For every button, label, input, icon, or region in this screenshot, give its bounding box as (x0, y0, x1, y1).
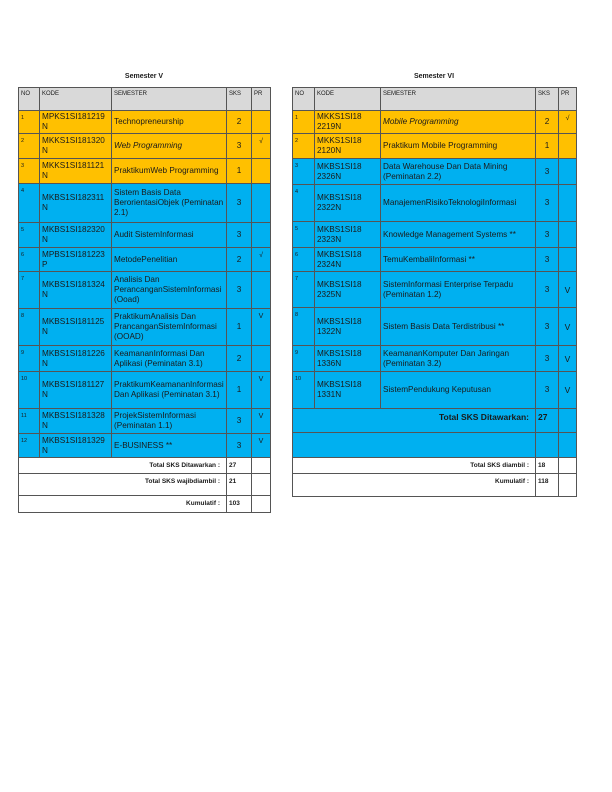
course-pr: V (559, 346, 577, 372)
total-label: Kumulatif : (293, 474, 536, 497)
course-code: MKBS1SI181329N (40, 434, 112, 458)
course-pr: V (252, 372, 271, 409)
row-number: 1 (293, 111, 315, 134)
course-name: KeamananKomputer Dan Jaringan (Peminatan 3.2) (381, 346, 536, 372)
course-pr: √ (559, 111, 577, 134)
total-offered-row (293, 409, 577, 433)
course-row (19, 223, 271, 248)
total-value: 27 (227, 458, 252, 474)
semester-vi-table (292, 87, 577, 497)
header-kode: KODE (40, 88, 112, 111)
course-pr (559, 185, 577, 222)
course-pr: V (559, 308, 577, 346)
header-kode: KODE (315, 88, 381, 111)
course-code: MKKS1SI181320N (40, 134, 112, 159)
course-name: Analisis Dan PerancanganSistemInformasi (Ooad) (112, 272, 227, 309)
course-row (19, 159, 271, 184)
course-name: TemuKembaliInformasi ** (381, 248, 536, 272)
course-code: MKBS1SI182325N (315, 272, 381, 308)
course-row (293, 185, 577, 222)
course-code: MPKS1SI181219N (40, 111, 112, 134)
course-sks: 3 (227, 434, 252, 458)
row-number: 2 (19, 134, 40, 159)
course-sks: 3 (536, 346, 559, 372)
course-pr (559, 159, 577, 185)
header-sks: SKS (536, 88, 559, 111)
course-pr (559, 134, 577, 159)
total-row (19, 474, 271, 496)
course-row (293, 134, 577, 159)
total-label: Total SKS diambil : (293, 458, 536, 474)
course-row (293, 222, 577, 248)
course-name: MetodePenelitian (112, 248, 227, 272)
course-name: PraktikumAnalisis Dan PrancanganSistemInformasi (OOAD) (112, 309, 227, 346)
empty-cell (559, 433, 577, 458)
course-code: MPBS1SI181223P (40, 248, 112, 272)
course-code: MKBS1SI181336N (315, 346, 381, 372)
row-number: 3 (293, 159, 315, 185)
course-name: ManajemenRisikoTeknologiInformasi (381, 185, 536, 222)
course-sks: 3 (536, 308, 559, 346)
row-number: 9 (19, 346, 40, 372)
course-sks: 1 (536, 134, 559, 159)
course-code: MKBS1SI181328N (40, 409, 112, 434)
course-pr (252, 223, 271, 248)
header-row (293, 88, 577, 111)
header-pr: PR (252, 88, 271, 111)
course-name: ProjekSistemInformasi (Peminatan 1.1) (112, 409, 227, 434)
total-label: Total SKS wajibdiambil : (19, 474, 227, 496)
course-code: MKBS1SI182320N (40, 223, 112, 248)
row-number: 10 (19, 372, 40, 409)
course-code: MKKS1SI182120N (315, 134, 381, 159)
empty-cell (252, 458, 271, 474)
course-row (19, 184, 271, 223)
course-row (19, 409, 271, 434)
row-number: 1 (19, 111, 40, 134)
course-sks: 3 (227, 272, 252, 309)
course-sks: 3 (536, 159, 559, 185)
total-value: 18 (536, 458, 559, 474)
course-row (293, 308, 577, 346)
row-number: 11 (19, 409, 40, 434)
row-number: 7 (293, 272, 315, 308)
course-code: MKBS1SI182326N (315, 159, 381, 185)
course-code: MKKS1SI181121N (40, 159, 112, 184)
empty-cell (559, 474, 577, 497)
course-pr: √ (252, 248, 271, 272)
course-code: MKBS1SI181322N (315, 308, 381, 346)
course-sks: 3 (227, 184, 252, 223)
course-row (293, 248, 577, 272)
row-number: 6 (19, 248, 40, 272)
header-semester: SEMESTER (112, 88, 227, 111)
course-pr: V (559, 372, 577, 409)
course-pr: V (252, 409, 271, 434)
empty-cell (536, 433, 559, 458)
course-name: Technopreneurship (112, 111, 227, 134)
course-sks: 2 (227, 248, 252, 272)
course-sks: 3 (536, 185, 559, 222)
row-number: 4 (19, 184, 40, 223)
course-row (293, 111, 577, 134)
total-row (19, 458, 271, 474)
course-name: E-BUSINESS ** (112, 434, 227, 458)
course-sks: 1 (227, 372, 252, 409)
course-sks: 3 (227, 223, 252, 248)
course-pr: √ (252, 134, 271, 159)
course-pr (252, 272, 271, 309)
row-number: 3 (19, 159, 40, 184)
course-sks: 1 (227, 159, 252, 184)
row-number: 2 (293, 134, 315, 159)
course-sks: 3 (536, 248, 559, 272)
course-pr: V (559, 272, 577, 308)
course-name: SistemPendukung Keputusan (381, 372, 536, 409)
course-row (19, 248, 271, 272)
course-code: MKKS1SI182219N (315, 111, 381, 134)
header-row (19, 88, 271, 111)
course-code: MKBS1SI182311N (40, 184, 112, 223)
course-row (293, 159, 577, 185)
row-number: 5 (19, 223, 40, 248)
header-pr: PR (559, 88, 577, 111)
course-row (19, 372, 271, 409)
course-name: Data Warehouse Dan Data Mining (Peminatan 2.2) (381, 159, 536, 185)
row-number: 5 (293, 222, 315, 248)
empty-cell (559, 458, 577, 474)
course-row (19, 309, 271, 346)
total-label: Kumulatif : (19, 496, 227, 513)
course-pr: V (252, 309, 271, 346)
empty-cell (252, 496, 271, 513)
course-name: Praktikum Mobile Programming (381, 134, 536, 159)
row-number: 4 (293, 185, 315, 222)
course-pr (559, 222, 577, 248)
row-number: 9 (293, 346, 315, 372)
row-number: 8 (293, 308, 315, 346)
course-code: MKBS1SI181125N (40, 309, 112, 346)
course-code: MKBS1SI181324N (40, 272, 112, 309)
course-name: Sistem Basis Data Terdistribusi ** (381, 308, 536, 346)
empty-cell (293, 433, 536, 458)
course-sks: 2 (536, 111, 559, 134)
course-name: Sistem Basis Data BerorientasiObjek (Peminatan 2.1) (112, 184, 227, 223)
course-pr (252, 159, 271, 184)
row-number: 7 (19, 272, 40, 309)
course-sks: 2 (227, 111, 252, 134)
empty-cell (559, 409, 577, 433)
header-no: NO (19, 88, 40, 111)
course-name: Audit SistemInformasi (112, 223, 227, 248)
course-pr (252, 184, 271, 223)
total-label: Total SKS Ditawarkan: (293, 409, 536, 433)
total-value: 21 (227, 474, 252, 496)
row-number: 12 (19, 434, 40, 458)
total-value: 103 (227, 496, 252, 513)
course-row (19, 434, 271, 458)
course-code: MKBS1SI182323N (315, 222, 381, 248)
course-code: MKBS1SI181331N (315, 372, 381, 409)
course-pr (559, 248, 577, 272)
header-semester: SEMESTER (381, 88, 536, 111)
course-sks: 3 (227, 134, 252, 159)
course-pr: V (252, 434, 271, 458)
course-code: MKBS1SI182322N (315, 185, 381, 222)
course-row (293, 272, 577, 308)
header-sks: SKS (227, 88, 252, 111)
course-row (19, 134, 271, 159)
course-name: KeamananInformasi Dan Aplikasi (Peminatan 3.1) (112, 346, 227, 372)
course-name: PraktikumWeb Programming (112, 159, 227, 184)
course-sks: 1 (227, 309, 252, 346)
row-number: 10 (293, 372, 315, 409)
course-pr (252, 346, 271, 372)
empty-cell (252, 474, 271, 496)
total-value: 27 (536, 409, 559, 433)
course-row (19, 346, 271, 372)
course-sks: 3 (536, 222, 559, 248)
semester-v-table (18, 87, 271, 513)
course-code: MKBS1SI181127N (40, 372, 112, 409)
course-pr (252, 111, 271, 134)
total-row (19, 496, 271, 513)
course-name: Mobile Programming (381, 111, 536, 134)
header-no: NO (293, 88, 315, 111)
course-name: PraktikumKeamananInformasi Dan Aplikasi (Peminatan 3.1) (112, 372, 227, 409)
course-sks: 3 (536, 372, 559, 409)
course-row (19, 272, 271, 309)
course-row (293, 346, 577, 372)
course-row (19, 111, 271, 134)
total-label: Total SKS Ditawarkan : (19, 458, 227, 474)
total-row (293, 458, 577, 474)
course-code: MKBS1SI182324N (315, 248, 381, 272)
course-sks: 2 (227, 346, 252, 372)
course-name: Web Programming (112, 134, 227, 159)
course-code: MKBS1SI181226N (40, 346, 112, 372)
course-sks: 3 (536, 272, 559, 308)
course-row (293, 372, 577, 409)
row-number: 6 (293, 248, 315, 272)
semester-v-title: Semester V (124, 73, 164, 80)
empty-row (293, 433, 577, 458)
course-sks: 3 (227, 409, 252, 434)
total-value: 118 (536, 474, 559, 497)
course-name: SistemInformasi Enterprise Terpadu (Peminatan 1.2) (381, 272, 536, 308)
semester-vi-title: Semester VI (413, 73, 455, 80)
row-number: 8 (19, 309, 40, 346)
course-name: Knowledge Management Systems ** (381, 222, 536, 248)
total-row (293, 474, 577, 497)
